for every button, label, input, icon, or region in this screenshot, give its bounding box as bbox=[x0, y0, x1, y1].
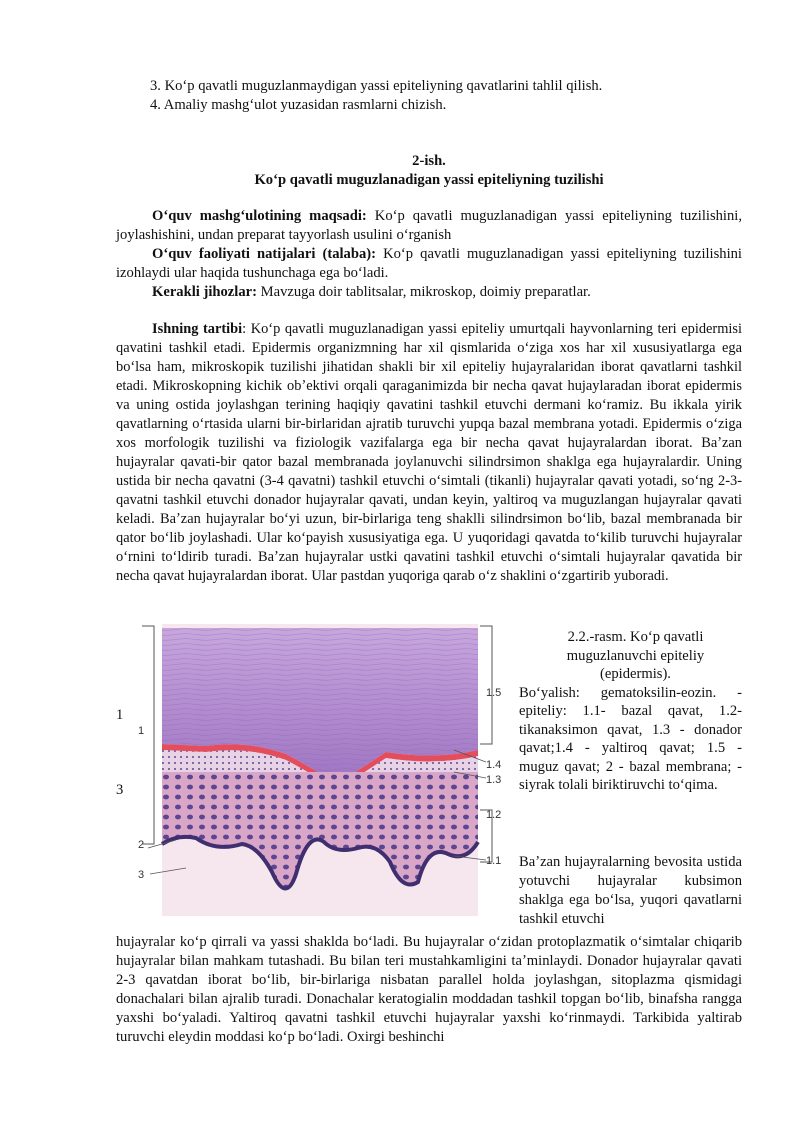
caption-body: Boʻyalish: gematoksilin-eozin. - epiteliy: 1.1- bazal qavat, 1.2- tikanaksimon qavat, 1.3 - donador qavat;1.4 - yaltiroq qavat; 1.5 - muguz qavat; 2 - bazal membrana; - siyrak tolali biriktiruvchi toʻqima. bbox=[519, 684, 742, 793]
figure-label-1-1: 1.1 bbox=[486, 855, 502, 867]
procedure-text: : Koʻp qavatli muguzlanadigan yassi epiteliy umurtqali hayvonlarning teri epidermisi qavatini tashkil etadi. Epidermis organizmning har xil qismlarida oʻziga xos har xil xususiyatlarga ega boʻlsa ham, mikroskopik tuzilishi jihatidan shakli bir xil epiteliy hujayralaridan iborat qavatlarni tashkil etadi. Mikroskopning kichik obʼektivi orqali qaraganimizda bir necha qavat hujaylaradan iborat epidermis va uning ostida joylashgan terining haqiqiy qavatini tashkil etuvchi dermani koʻramiz. Bu ikkala yirik qavatlarning oʻrtasida ularni bir-birlaridan ajratib turuvchi yupqa bazal membrana yotadi. Epidermis oʻziga xos morfologik tuzilishi va fiziologik vazifalarga ega bir necha qavat hujayralardan iborat. Baʼzan hujayralar qavati-bir qator bazal membranada joylanuvchi silindrsimon shaklga ega hujayralardir. Uning ustida bir necha qavatni (3-4 qavatni) tashkil etuvchi oʻsimtali (tikanli) hujayralar qavati yotadi, soʻng 2-3- qavatni tashkil etuvchi donador hujayralar qavati, undan keyin, yaltiroq va muguzlangan hujayralar qavati keladi. Baʼzan hujayralar boʻyi uzun, bir-birlariga teng shaklli silindrsimon boʻlib, bazal membranada bir qator boʻlib joylashadi. Ular koʻpayish xususiyatiga ega. U yuqoridagi qavatda toʻkilib turuvchi hujayralar oʻrnini toʻldirib turadi. Baʼzan hujayralar ustki qavatini tashkil etuvchi oʻsimtali hujayralar qavatida bir necha qavat hujayralardan iborat. Ular pastdan yuqoriga qarab oʻz shaklini oʻzgartirib yuboradi. bbox=[116, 321, 742, 584]
caption-title: 2.2.-rasm. Koʻp qavatli muguzlanuvchi epiteliy (epidermis). bbox=[566, 629, 705, 682]
goal-paragraph bbox=[116, 207, 742, 245]
figure-caption bbox=[519, 628, 742, 795]
equipment-paragraph bbox=[116, 283, 742, 302]
figure-label-2: 2 bbox=[138, 839, 145, 851]
figure-label-1-5: 1.5 bbox=[486, 687, 502, 699]
results-text: Koʻp qavatli muguzlanadigan yassi epiteliyning tuzilishini izohlaydi ular haqida tushunchaga ega boʻladi. bbox=[116, 246, 742, 281]
equipment-text: Mavzuga doir tablitsalar, mikroskop, doimiy preparatlar. bbox=[256, 284, 591, 300]
results-label: Oʻquv faoliyati natijalari (talaba): bbox=[152, 246, 376, 262]
list-item-4: 4. Amaliy mashgʻulot yuzasidan rasmlarni chizish. bbox=[150, 97, 447, 113]
results-paragraph bbox=[116, 245, 742, 283]
equipment-label: Kerakli jihozlar: bbox=[152, 284, 257, 300]
list-item-3: 3. Koʻp qavatli muguzlanmaydigan yassi epiteliyning qavatlarini tahlil qilish. bbox=[150, 78, 603, 94]
epidermis-micrograph bbox=[136, 622, 512, 918]
side-number-3: 3 bbox=[116, 782, 124, 798]
figure-label-3: 3 bbox=[138, 869, 145, 881]
continuation-paragraph: hujayralar koʻp qirrali va yassi shaklda boʻladi. Bu hujayralar oʻzidan protoplazmatik oʻsimtalar chiqarib hujayralar bilan mahkam tutashadi. Bu bilan teri mustahkamligini taʼminlaydi. Donador hujayralar qavati 2-3 qavatdan iborat boʻlib, bir-birlariga nisbatan parallel holda joylashgan, sitoplazma qismidagi donachalari bilan ajralib turadi. Donachalar keratogialin moddadan tashkil topgan boʻlib, binafsha rangga yaxshi boʻyaladi. Yaltiroq qavatni tashkil etuvchi hujayralar yaxshi koʻrinmaydi. Tarkibida yaltirab turuvchi eleydin moddasi koʻp boʻladi. Oxirgi beshinchi bbox=[116, 934, 742, 1045]
procedure-label: Ishning tartibi bbox=[152, 321, 243, 337]
goal-text: Koʻp qavatli muguzlanadigan yassi epiteliyning tuzilishini, joylashishini, undan preparat tayyorlash usulini oʻrganish bbox=[116, 208, 742, 243]
side-number-1: 1 bbox=[116, 707, 124, 723]
section-number: 2-ish. bbox=[412, 153, 446, 169]
figure-label-1: 1 bbox=[138, 725, 145, 737]
figure-label-1-2: 1.2 bbox=[486, 809, 502, 821]
figure-label-1-3: 1.3 bbox=[486, 774, 502, 786]
procedure-paragraph bbox=[116, 320, 742, 586]
continuation-right-column: Baʼzan hujayralarning bevosita ustida yotuvchi hujayralar kubsimon shaklga ega boʻlsa, yuqori qavatlarni tashkil etuvchi bbox=[519, 854, 742, 927]
goal-label: Oʻquv mashgʻulotining maqsadi: bbox=[152, 208, 367, 224]
figure-label-1-4: 1.4 bbox=[486, 759, 502, 771]
section-title: Koʻp qavatli muguzlanadigan yassi epiteliyning tuzilishi bbox=[254, 172, 604, 188]
